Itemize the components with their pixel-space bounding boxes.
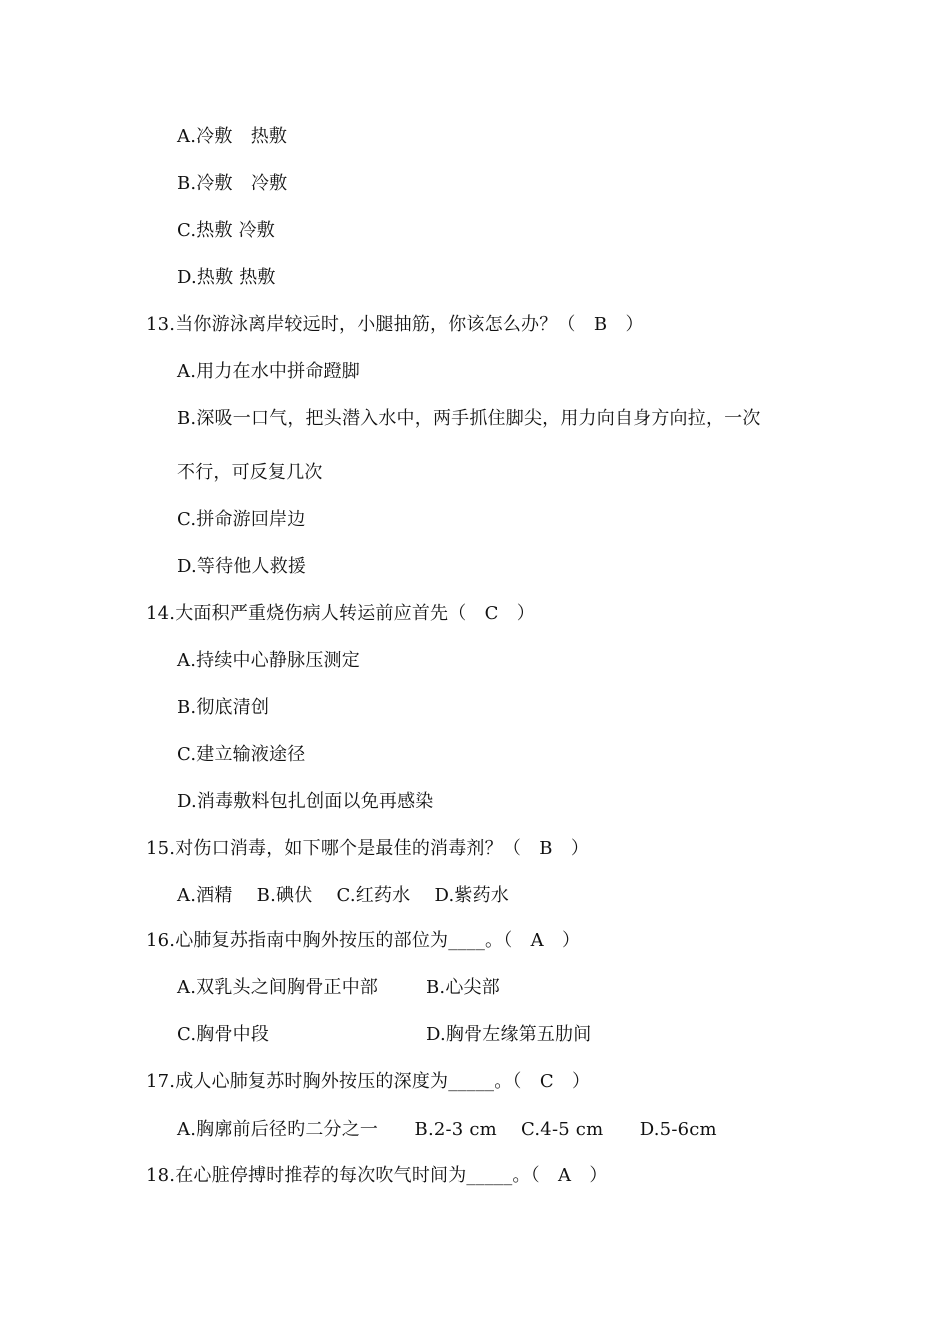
q12-option-d: D.热敷 热敷 (177, 267, 276, 288)
q13-option-c: C.拼命游回岸边 (177, 509, 306, 530)
q17-options: A.胸廓前后径旳二分之一 B.2-3 cm C.4-5 cm D.5-6cm (177, 1119, 717, 1140)
q12-option-b: B.冷敷 冷敷 (177, 173, 288, 194)
q14-option-d: D.消毒敷料包扎创面以免再感染 (177, 791, 434, 812)
q14-option-b: B.彻底清创 (177, 697, 270, 718)
question-13: 13.当你游泳离岸较远时，小腿抽筋，你该怎么办？（ B ） (146, 314, 644, 335)
q15-options: A.酒精 B.碘伏 C.红药水 D.紫药水 (177, 885, 509, 906)
q13-option-b-continued: 不行，可反复几次 (177, 462, 323, 483)
q13-option-d: D.等待他人救援 (177, 556, 307, 577)
q12-option-a: A.冷敷 热敷 (177, 126, 288, 147)
q13-option-b: B.深吸一口气，把头潜入水中，两手抓住脚尖，用力向自身方向拉，一次 (177, 408, 761, 429)
q16-option-a: A.双乳头之间胸骨正中部 (177, 977, 379, 998)
question-14: 14.大面积严重烧伤病人转运前应首先（ C ） (146, 603, 535, 624)
q12-option-c: C.热敷 冷敷 (177, 220, 275, 241)
question-18: 18.在心脏停搏时推荐的每次吹气时间为_____。（ A ） (146, 1165, 608, 1186)
q16-option-c: C.胸骨中段 (177, 1024, 270, 1045)
q16-option-d: D.胸骨左缘第五肋间 (426, 1024, 592, 1045)
q16-option-b: B.心尖部 (426, 977, 500, 998)
q14-option-c: C.建立输液途径 (177, 744, 306, 765)
question-15: 15.对伤口消毒，如下哪个是最佳的消毒剂？（ B ） (146, 838, 590, 859)
q13-option-a: A.用力在水中拼命蹬脚 (177, 361, 360, 382)
question-17: 17.成人心肺复苏时胸外按压的深度为_____。（ C ） (146, 1071, 591, 1092)
question-16: 16.心肺复苏指南中胸外按压的部位为____。（ A ） (146, 930, 581, 951)
q14-option-a: A.持续中心静脉压测定 (177, 650, 360, 671)
